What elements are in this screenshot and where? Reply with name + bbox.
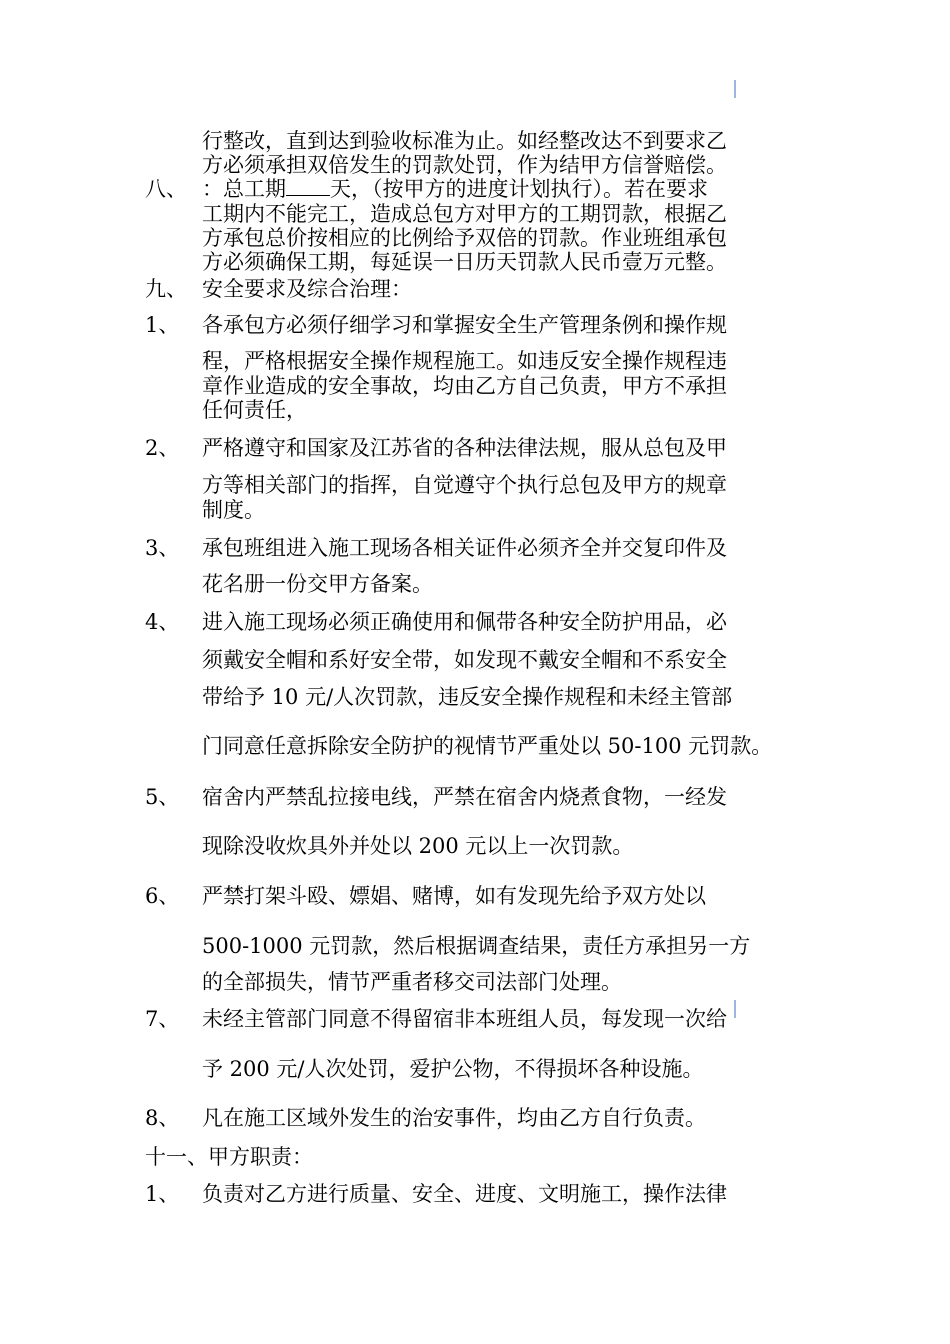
body-line: 方承包总价按相应的比例给予双倍的罚款。作业班组承包: [202, 226, 727, 250]
item-number: 4、: [145, 610, 180, 634]
blank-underline: [286, 177, 330, 196]
body-line: 带给予 10 元/人次罚款，违反安全操作规程和未经主管部: [202, 685, 733, 709]
body-line: 程，严格根据安全操作规程施工。如违反安全操作规程违: [202, 349, 727, 373]
body-line: 严格遵守和国家及江苏省的各种法律法规，服从总包及甲: [202, 436, 727, 460]
body-line: 工期内不能完工，造成总包方对甲方的工期罚款，根据乙: [202, 202, 727, 226]
section-number: 十一、: [145, 1145, 208, 1169]
body-line: 500-1000 元罚款，然后根据调查结果，责任方承担另一方: [202, 934, 751, 958]
item-number: 6、: [145, 884, 180, 908]
body-line: 现除没收炊具外并处以 200 元以上一次罚款。: [202, 834, 634, 858]
section-title: 甲方职责：: [208, 1145, 313, 1169]
item-number: 7、: [145, 1007, 180, 1031]
body-line: 宿舍内严禁乱拉接电线，严禁在宿舍内烧煮食物，一经发: [202, 785, 727, 809]
body-line: 章作业造成的安全事故，均由乙方自己负责，甲方不承担: [202, 374, 727, 398]
body-line: 方等相关部门的指挥，自觉遵守个执行总包及甲方的规章: [202, 473, 727, 497]
section-title: 安全要求及综合治理：: [202, 277, 412, 301]
item-number: 3、: [145, 536, 180, 560]
body-line: 任何责任，: [202, 398, 307, 422]
body-line: 承包班组进入施工现场各相关证件必须齐全并交复印件及: [202, 536, 727, 560]
item-number: 1、: [145, 313, 180, 337]
body-line: 的全部损失，情节严重者移交司法部门处理。: [202, 970, 622, 994]
body-line: 方必须承担双倍发生的罚款处罚，作为结甲方信誉赔偿。: [202, 153, 727, 177]
body-line: 进入施工现场必须正确使用和佩带各种安全防护用品，必: [202, 610, 727, 634]
body-line: 制度。: [202, 498, 265, 522]
body-line: 凡在施工区域外发生的治安事件，均由乙方自行负责。: [202, 1106, 706, 1130]
section-number: 八、: [145, 177, 187, 201]
item-number: 5、: [145, 785, 180, 809]
body-line: 门同意任意拆除安全防护的视情节严重处以 50-100 元罚款。: [202, 734, 773, 758]
body-line: ：总工期 天，（按甲方的进度计划执行）。若在要求: [202, 177, 708, 201]
body-line: 予 200 元/人次处罚，爱护公物，不得损坏各种设施。: [202, 1057, 704, 1081]
item-number: 8、: [145, 1106, 180, 1130]
body-line: 花名册一份交甲方备案。: [202, 572, 433, 596]
item-number: 1、: [145, 1182, 180, 1206]
body-line: 严禁打架斗殴、嫖娼、赌博，如有发现先给予双方处以: [202, 884, 706, 908]
body-line: 未经主管部门同意不得留宿非本班组人员，每发现一次给: [202, 1007, 727, 1031]
cursor-mark: [734, 80, 736, 98]
cursor-mark: [734, 1000, 736, 1018]
body-line: 行整改，直到达到验收标准为止。如经整改达不到要求乙: [202, 129, 727, 153]
body-line: 方必须确保工期，每延误一日历天罚款人民币壹万元整。: [202, 250, 727, 274]
body-line: 负责对乙方进行质量、安全、进度、文明施工，操作法律: [202, 1182, 727, 1206]
item-number: 2、: [145, 436, 180, 460]
section-number: 九、: [145, 277, 187, 301]
body-line: 各承包方必须仔细学习和掌握安全生产管理条例和操作规: [202, 313, 727, 337]
body-line: 须戴安全帽和系好安全带，如发现不戴安全帽和不系安全: [202, 648, 727, 672]
